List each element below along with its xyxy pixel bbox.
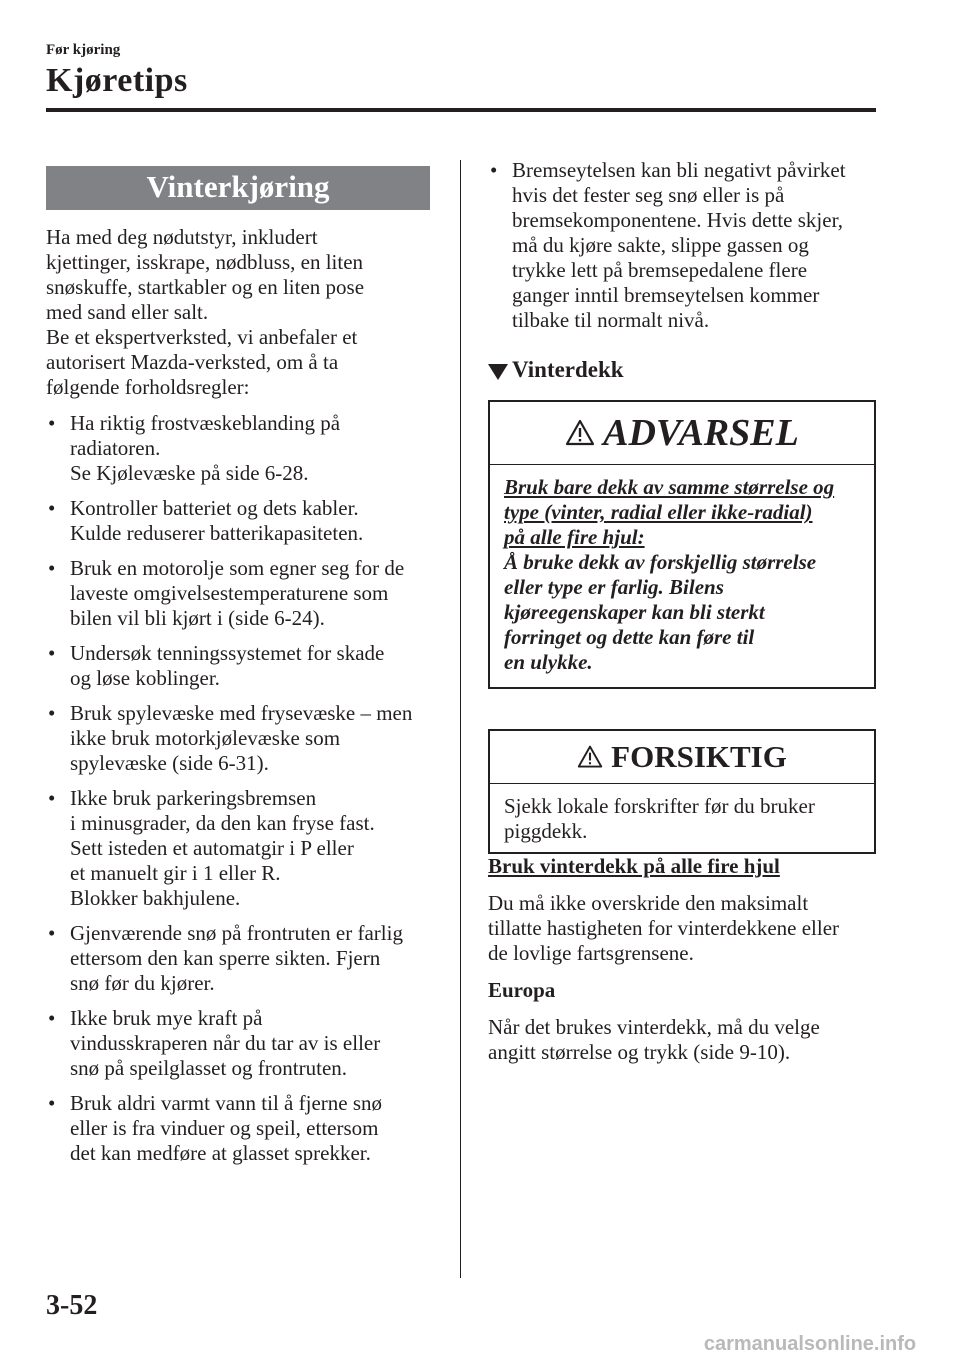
bullet-icon: • [48,1006,56,1030]
list-item [46,921,441,996]
list-item-line: Gjenværende snø på frontruten er farlig [70,921,403,945]
list-item [46,411,441,486]
warning-body [490,465,874,687]
list-item-line: ettersom den kan sperre sikten. Fjern [70,946,381,970]
caution-line: Sjekk lokale forskrifter før du bruker [504,794,815,818]
list-item-line: Ikke bruk parkeringsbremsen [70,786,317,810]
list-item [46,496,441,546]
warning-line: forringet og dette kan føre til [504,625,755,649]
brake-note-list [488,158,876,333]
list-item-line: Bruk aldri varmt vann til å fjerne snø [70,1091,382,1115]
warning-line: Å bruke dekk av forskjellig størrelse [504,550,817,574]
page-number: 3-52 [46,1290,98,1321]
list-item-line: Bremseytelsen kan bli negativt påvirket [512,158,846,182]
list-item-line: Bruk en motorolje som egner seg for de [70,556,405,580]
winter-tires-heading: Bruk vinterdekk på alle fire hjul [488,854,780,878]
list-item [488,158,876,333]
list-item-line: bremsekomponentene. Hvis dette skjer, [512,208,843,232]
list-item-line: Blokker bakhjulene. [70,886,241,910]
intro-line: med sand eller salt. [46,300,209,324]
list-item-line: må du kjøre sakte, slippe gassen og [512,233,809,257]
list-item-line: bilen vil bli kjørt i (side 6-24). [70,606,325,630]
list-item-line: Ikke bruk mye kraft på [70,1006,263,1030]
warning-box [488,400,876,689]
list-item-line: Kulde reduserer batterikapasiteten. [70,521,364,545]
warning-header [490,402,874,465]
page-title: Kjøretips [46,62,188,99]
intro-text [46,225,441,400]
list-item [46,641,441,691]
list-item-line: i minusgrader, da den kan fryse fast. [70,811,375,835]
europe-heading: Europa [488,978,556,1002]
intro-line: Ha med deg nødutstyr, inkludert [46,225,318,249]
caution-title: FORSIKTIG [611,739,787,774]
list-item-line: Undersøk tenningssystemet for skade [70,641,385,665]
winter-tires-text [488,891,876,966]
list-item-line: snø på speilglasset og frontruten. [70,1056,348,1080]
warning-line: eller type er farlig. Bilens [504,575,724,599]
column-divider [460,160,461,1278]
europe-line: Når det brukes vinterdekk, må du velge [488,1015,820,1039]
list-item-line: Bruk spylevæske med frysevæske – men [70,701,413,725]
section-banner: Vinterkjøring [46,166,430,210]
list-item-line: ganger inntil bremseytelsen kommer [512,283,820,307]
list-item-line: og løse koblinger. [70,666,220,690]
watermark: carmanualsonline.info [660,1325,960,1363]
warning-line: en ulykke. [504,650,593,674]
list-item [46,1091,441,1166]
left-column [46,225,441,1176]
winter-tires-line: tillatte hastigheten for vinterdekkene eller [488,916,840,940]
intro-line: Be et ekspertverksted, vi anbefaler et [46,325,358,349]
list-item-line: Kontroller batteriet og dets kabler. [70,496,359,520]
list-item [46,786,441,911]
warning-line: kjøreegenskaper kan bli sterkt [504,600,765,624]
list-item-line: vindusskraperen når du tar av is eller [70,1031,381,1055]
intro-line: snøskuffe, startkabler og en liten pose [46,275,365,299]
list-item-line: tilbake til normalt nivå. [512,308,710,332]
list-item-line: det kan medføre at glasset sprekker. [70,1141,371,1165]
warning-underlined-line: på alle fire hjul: [504,525,645,549]
list-item-line: radiatoren. [70,436,161,460]
bullet-icon: • [48,411,56,435]
bullet-icon: • [490,158,498,182]
warning-underlined-line: type (vinter, radial eller ikke-radial) [504,500,813,524]
europe-text [488,1015,876,1065]
winter-tires-line: Du må ikke overskride den maksimalt [488,891,809,915]
list-item-line: Ha riktig frostvæskeblanding på [70,411,341,435]
list-item-line: ikke bruk motorkjølevæske som [70,726,341,750]
list-item-line: laveste omgivelsestemperaturene som [70,581,389,605]
caution-line: piggdekk. [504,819,588,843]
warning-underlined-line: Bruk bare dekk av samme størrelse og [504,475,835,499]
list-item-line: eller is fra vinduer og speil, ettersom [70,1116,379,1140]
caution-header [490,731,874,784]
triangle-marker-icon [488,364,508,380]
list-item-line: spylevæske (side 6-31). [70,751,269,775]
caution-box [488,729,876,854]
bullet-icon: • [48,701,56,725]
list-item-line: Se Kjølevæske på side 6-28. [70,461,309,485]
bullet-icon: • [48,496,56,520]
subheading-winter-tires: Vinterdekk [488,357,876,382]
intro-line: autorisert Mazda-verksted, om å ta [46,350,339,374]
right-column [488,158,876,1065]
list-item-line: hvis det fester seg snø eller is på [512,183,785,207]
bullet-icon: • [48,1091,56,1115]
list-item [46,1006,441,1081]
section-label: Før kjøring [46,42,121,58]
warning-icon [565,405,595,467]
intro-line: kjettinger, isskrape, nødbluss, en liten [46,250,364,274]
list-item [46,556,441,631]
intro-line: følgende forholdsregler: [46,375,250,399]
caution-icon [577,734,603,786]
list-item [46,701,441,776]
bullet-icon: • [48,556,56,580]
precaution-list [46,411,441,1166]
bullet-icon: • [48,786,56,810]
europe-line: angitt størrelse og trykk (side 9-10). [488,1040,791,1064]
bullet-icon: • [48,921,56,945]
list-item-line: et manuelt gir i 1 eller R. [70,861,281,885]
warning-title: ADVARSEL [603,412,799,454]
header-rule [46,108,876,112]
list-item-line: snø før du kjører. [70,971,215,995]
list-item-line: trykke lett på bremsepedalene flere [512,258,808,282]
winter-tires-line: de lovlige fartsgrensene. [488,941,694,965]
list-item-line: Sett isteden et automatgir i P eller [70,836,354,860]
caution-body [490,784,874,852]
bullet-icon: • [48,641,56,665]
